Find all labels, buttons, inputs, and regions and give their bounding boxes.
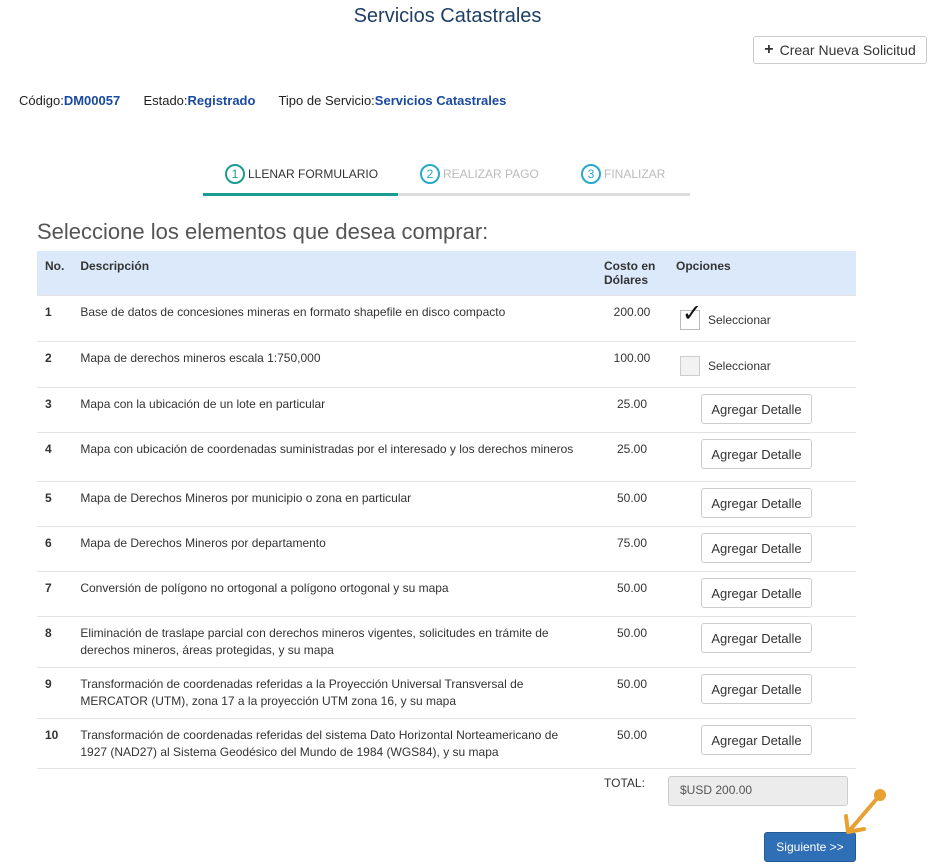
select-checkbox[interactable] bbox=[680, 310, 700, 330]
step-number-icon: 3 bbox=[581, 164, 601, 184]
add-detail-button[interactable]: Agregar Detalle bbox=[701, 533, 812, 563]
row-cost: 75.00 bbox=[596, 527, 668, 572]
row-cost: 25.00 bbox=[596, 388, 668, 433]
step-label: REALIZAR PAGO bbox=[443, 167, 539, 181]
row-description: Mapa de derechos mineros escala 1:750,000 bbox=[72, 342, 596, 388]
state-value: Registrado bbox=[187, 93, 256, 108]
services-table bbox=[37, 251, 856, 769]
add-detail-button[interactable]: Agregar Detalle bbox=[701, 623, 812, 653]
row-number: 4 bbox=[37, 433, 72, 482]
row-number: 6 bbox=[37, 527, 72, 572]
request-meta bbox=[19, 93, 506, 108]
select-checkbox[interactable] bbox=[680, 356, 700, 376]
row-number: 10 bbox=[37, 719, 72, 770]
col-desc: Descripción bbox=[80, 259, 150, 273]
select-option[interactable] bbox=[680, 310, 848, 330]
table-row bbox=[37, 482, 856, 527]
row-cost: 200.00 bbox=[596, 296, 668, 342]
step-label: FINALIZAR bbox=[604, 167, 666, 181]
row-cost: 50.00 bbox=[596, 668, 668, 719]
step-label: LLENAR FORMULARIO bbox=[248, 167, 379, 181]
table-row bbox=[37, 668, 856, 719]
table-row bbox=[37, 388, 856, 433]
service-value: Servicios Catastrales bbox=[374, 93, 507, 108]
row-number: 9 bbox=[37, 668, 72, 719]
row-number: 3 bbox=[37, 388, 72, 433]
row-description: Mapa de Derechos Mineros por municipio o zona en particular bbox=[72, 482, 596, 527]
row-number: 8 bbox=[37, 617, 72, 668]
row-options bbox=[668, 388, 856, 433]
add-detail-button[interactable]: Agregar Detalle bbox=[701, 439, 812, 469]
row-options bbox=[668, 572, 856, 617]
row-options bbox=[668, 482, 856, 527]
row-description: Eliminación de traslape parcial con derechos mineros vigentes, solicitudes en trámite de derechos mineros, áreas protegidas, y su mapa bbox=[72, 617, 596, 668]
row-description: Base de datos de concesiones mineras en formato shapefile en disco compacto bbox=[72, 296, 596, 342]
row-options bbox=[668, 719, 856, 770]
state-label: Estado: bbox=[143, 93, 188, 108]
row-cost: 25.00 bbox=[596, 433, 668, 482]
new-request-button[interactable] bbox=[753, 36, 927, 64]
service-label: Tipo de Servicio: bbox=[278, 93, 375, 108]
row-options bbox=[668, 617, 856, 668]
add-detail-button[interactable]: Agregar Detalle bbox=[701, 488, 812, 518]
step-number-icon: 1 bbox=[225, 164, 245, 184]
select-option[interactable] bbox=[680, 356, 848, 376]
active-step-indicator bbox=[203, 193, 398, 196]
table-header-row bbox=[37, 251, 856, 296]
col-no: No. bbox=[45, 259, 65, 273]
row-description: Mapa con la ubicación de un lote en particular bbox=[72, 388, 596, 433]
code-label: Código: bbox=[19, 93, 64, 108]
add-detail-button[interactable]: Agregar Detalle bbox=[701, 674, 812, 704]
table-row bbox=[37, 527, 856, 572]
table-row bbox=[37, 342, 856, 388]
row-number: 5 bbox=[37, 482, 72, 527]
row-description: Transformación de coordenadas referidas a la Proyección Universal Transversal de MERCATOR (UTM), zona 17 a la proyección UTM zona 16, y su mapa bbox=[72, 668, 596, 719]
row-options bbox=[668, 668, 856, 719]
row-description: Transformación de coordenadas referidas del sistema Dato Horizontal Norteamericano de 1927 (NAD27) al Sistema Geodésico del Mundo de 1984 (WGS84), y su mapa bbox=[72, 719, 596, 770]
total-field: $USD 200.00 bbox=[668, 776, 848, 806]
row-description: Conversión de polígono no ortogonal a polígono ortogonal y su mapa bbox=[72, 572, 596, 617]
row-cost: 50.00 bbox=[596, 719, 668, 770]
wizard-steps bbox=[203, 160, 690, 196]
table-row bbox=[37, 719, 856, 770]
col-cost: Costo en Dólares bbox=[604, 259, 656, 287]
total-label: TOTAL: bbox=[604, 776, 645, 790]
page-title: Servicios Catastrales bbox=[353, 5, 542, 27]
row-cost: 50.00 bbox=[596, 482, 668, 527]
table-row bbox=[37, 296, 856, 342]
row-description: Mapa de Derechos Mineros por departamento bbox=[72, 527, 596, 572]
add-detail-button[interactable]: Agregar Detalle bbox=[701, 725, 812, 755]
new-request-label: Crear Nueva Solicitud bbox=[779, 42, 916, 58]
row-options bbox=[668, 296, 856, 342]
row-cost: 50.00 bbox=[596, 617, 668, 668]
table-row bbox=[37, 433, 856, 482]
table-row bbox=[37, 572, 856, 617]
plus-icon: + bbox=[764, 41, 774, 58]
next-button[interactable]: Siguiente >> bbox=[764, 832, 856, 862]
step-fill-form[interactable] bbox=[225, 164, 378, 184]
select-label: Seleccionar bbox=[708, 312, 771, 327]
row-options bbox=[668, 433, 856, 482]
col-options: Opciones bbox=[676, 259, 731, 273]
row-options bbox=[668, 527, 856, 572]
row-number: 1 bbox=[37, 296, 72, 342]
add-detail-button[interactable]: Agregar Detalle bbox=[701, 394, 812, 424]
row-number: 2 bbox=[37, 342, 72, 388]
step-payment[interactable] bbox=[420, 164, 539, 184]
row-number: 7 bbox=[37, 572, 72, 617]
table-row bbox=[37, 617, 856, 668]
select-label: Seleccionar bbox=[708, 358, 771, 373]
row-cost: 100.00 bbox=[596, 342, 668, 388]
section-heading: Seleccione los elementos que desea comprar: bbox=[37, 219, 489, 244]
pointer-arrow-icon bbox=[840, 786, 900, 836]
step-number-icon: 2 bbox=[420, 164, 440, 184]
step-finish[interactable] bbox=[581, 164, 665, 184]
row-options bbox=[668, 342, 856, 388]
add-detail-button[interactable]: Agregar Detalle bbox=[701, 578, 812, 608]
row-description: Mapa con ubicación de coordenadas suministradas por el interesado y los derechos mineros bbox=[72, 433, 596, 482]
code-value: DM00057 bbox=[63, 93, 121, 108]
row-cost: 50.00 bbox=[596, 572, 668, 617]
